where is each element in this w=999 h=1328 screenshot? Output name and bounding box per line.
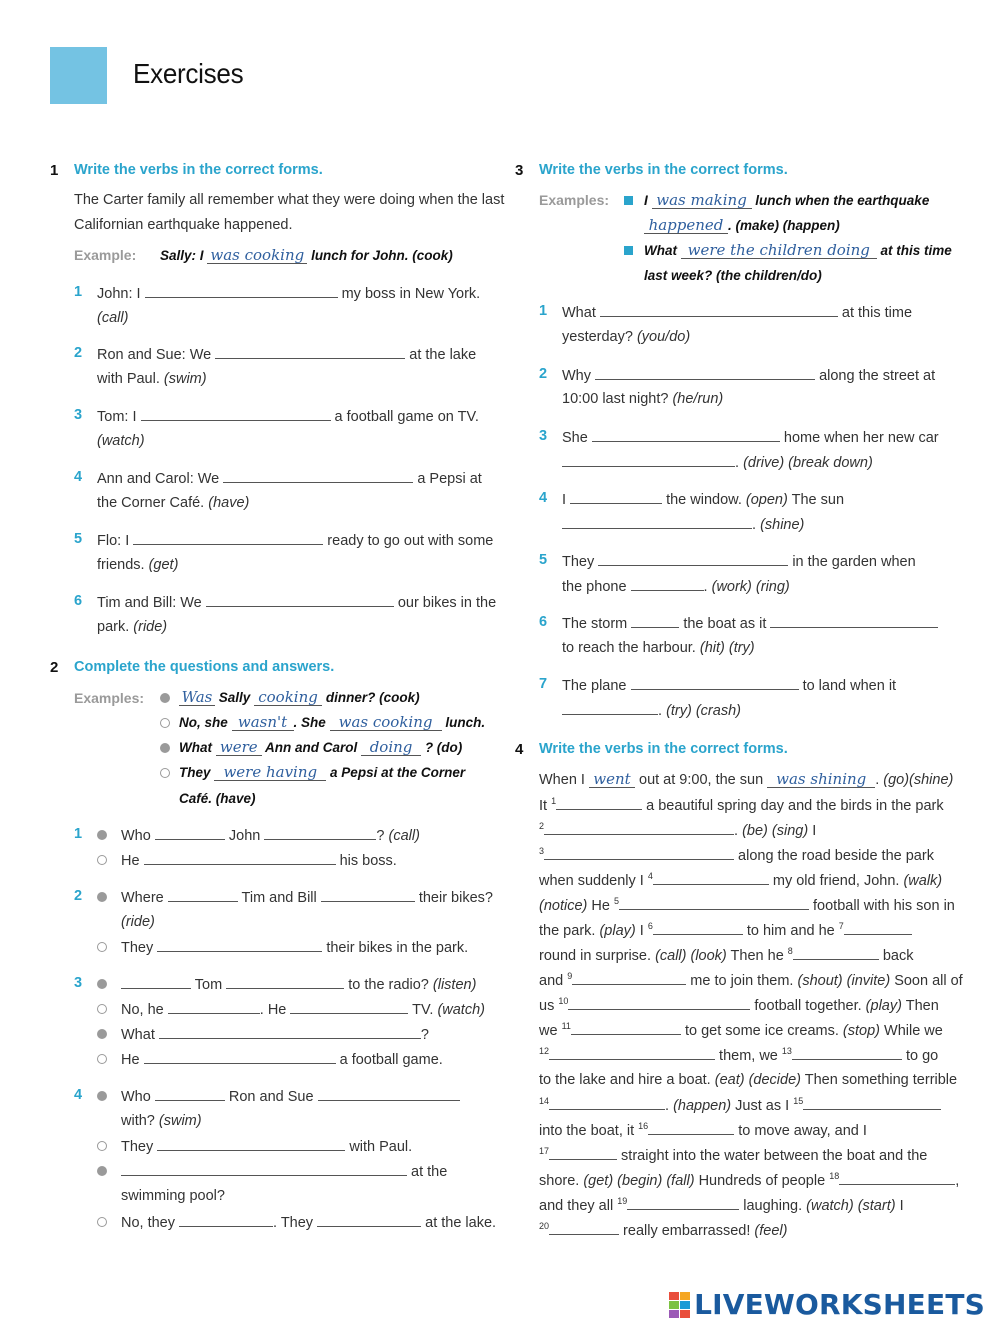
answer-blank[interactable] — [648, 1120, 734, 1135]
question-dot-icon — [97, 892, 107, 902]
answer-blank[interactable] — [223, 468, 413, 483]
s1-item-4-line2: the Corner Café. (have) — [97, 495, 250, 511]
answer-blank[interactable] — [264, 825, 376, 840]
s4-line-9: and $^9$ me to join them. (shout) (invite) Soon all of — [539, 971, 963, 989]
s3-item-1-line2: yesterday? (you/do) — [562, 329, 691, 345]
s2-item-3-answer: No, he . He TV. (watch) — [121, 999, 485, 1020]
answer-blank[interactable] — [598, 551, 788, 566]
s2-item-4-hint: with? (swim) — [121, 1113, 202, 1129]
answer-blank[interactable] — [318, 1086, 460, 1101]
s2-item-2-answer: They their bikes in the park. — [121, 937, 468, 958]
s4-line-5: when suddenly I $^4$ my old friend, John. (walk) — [539, 871, 943, 889]
item-number: 4 — [74, 469, 83, 485]
s2-item-4-question2-cont: swimming pool? — [121, 1188, 225, 1204]
section-4-number: 4 — [515, 741, 524, 758]
answer-blank[interactable] — [290, 999, 408, 1014]
s3-item-5-line2: the phone . (work) (ring) — [562, 576, 790, 597]
answer-blank[interactable] — [144, 1049, 336, 1064]
answer-blank[interactable] — [572, 970, 686, 985]
s2-example-line5: Café. (have) — [179, 791, 256, 806]
question-dot-icon — [160, 693, 170, 703]
s4-line-14: $^{14}$ . (happen) Just as I $^{15}$ — [539, 1095, 941, 1116]
section-3-number: 3 — [515, 162, 524, 179]
question-dot-icon — [97, 1091, 107, 1101]
answer-ring-icon — [97, 1004, 107, 1014]
item-number: 3 — [539, 428, 548, 444]
item-number: 3 — [74, 975, 83, 991]
s3-item-7-line2: . (try) (crash) — [562, 700, 741, 721]
s2-item-2-hint: (ride) — [121, 914, 155, 930]
answer-blank[interactable] — [544, 820, 734, 835]
item-number: 2 — [74, 888, 83, 904]
answer-ring-icon — [160, 718, 170, 728]
s3-item-4-line1: I the window. (open) The sun — [562, 489, 844, 510]
s1-item-3-line1: Tom: I a football game on TV. — [97, 406, 479, 427]
s1-item-5-line1: Flo: I ready to go out with some — [97, 530, 493, 551]
item-number: 1 — [539, 303, 548, 319]
s3-example-line4: last week? (the children/do) — [644, 268, 822, 283]
answer-ring-icon — [160, 768, 170, 778]
item-number: 4 — [74, 1087, 83, 1103]
s4-line-6: (notice) He $^5$ football with his son in — [539, 896, 955, 914]
s3-example-line1: I was making lunch when the earthquake — [644, 191, 930, 209]
logo-block — [680, 1301, 690, 1309]
s3-item-7-line1: The plane to land when it — [562, 675, 896, 696]
s2-item-1-question: Who John ? (call) — [121, 825, 420, 846]
section-1-number: 1 — [50, 162, 59, 179]
section-1-intro-line2: Californian earthquake happened. — [74, 217, 293, 233]
s1-item-5-line2: friends. (get) — [97, 557, 179, 573]
answer-blank[interactable] — [121, 1161, 407, 1176]
answer-blank[interactable] — [159, 1024, 421, 1039]
answer-blank[interactable] — [631, 613, 679, 628]
s3-item-6-line1: The storm the boat as it — [562, 613, 938, 634]
s3-example-line3: What were the children doing at this time — [644, 241, 952, 259]
bullet-square-icon — [624, 196, 633, 205]
answer-blank[interactable] — [568, 995, 750, 1010]
item-number: 4 — [539, 490, 548, 506]
logo-block — [680, 1310, 690, 1318]
answer-ring-icon — [97, 1217, 107, 1227]
s4-line-13: to the lake and hire a boat. (eat) (decide) Then something terrible — [539, 1072, 958, 1088]
answer-blank[interactable] — [793, 945, 879, 960]
answer-blank[interactable] — [549, 1220, 619, 1235]
answer-ring-icon — [97, 1054, 107, 1064]
item-number: 6 — [74, 593, 83, 609]
s4-line-8: round in surprise. (call) (look) Then he $^8$ back — [539, 946, 914, 964]
answer-blank[interactable] — [770, 613, 938, 628]
answer-blank[interactable] — [562, 700, 658, 715]
answer-blank[interactable] — [839, 1170, 955, 1185]
s1-item-1-line1: John: I my boss in New York. — [97, 283, 480, 304]
bullet-square-icon — [624, 246, 633, 255]
answer-blank[interactable] — [544, 845, 734, 860]
answer-ring-icon — [97, 1141, 107, 1151]
s2-item-2-question: Where Tim and Bill their bikes? — [121, 887, 493, 908]
item-number: 1 — [74, 284, 83, 300]
s4-line-11: we $^{11}$ to get some ice creams. (stop) While we — [539, 1021, 943, 1039]
answer-blank[interactable] — [600, 302, 838, 317]
s2-item-4-answer2: No, they . They at the lake. — [121, 1212, 496, 1233]
answer-blank[interactable] — [157, 1136, 345, 1151]
s3-item-2-line1: Why along the street at — [562, 365, 935, 386]
s1-item-4-line1: Ann and Carol: We a Pepsi at — [97, 468, 482, 489]
s2-item-3-question: Tom to the radio? (listen) — [121, 974, 476, 995]
question-dot-icon — [97, 1029, 107, 1039]
s4-line-15: into the boat, it $^{16}$ to move away, and I — [539, 1121, 867, 1139]
answer-blank[interactable] — [595, 365, 815, 380]
answer-blank[interactable] — [155, 825, 225, 840]
answer-blank[interactable] — [562, 452, 735, 467]
logo-block — [680, 1292, 690, 1300]
example-text: Sally: I — [160, 248, 204, 263]
s4-line-19: $^{20}$ really embarrassed! (feel) — [539, 1221, 788, 1239]
answer-blank[interactable] — [317, 1212, 421, 1227]
s4-line-17: shore. (get) (begin) (fall) Hundreds of people $^{18}$ , — [539, 1171, 960, 1189]
answer-blank[interactable] — [121, 974, 191, 989]
answer-blank[interactable] — [592, 427, 780, 442]
s2-item-4-answer: They with Paul. — [121, 1136, 412, 1157]
logo-block — [669, 1301, 679, 1309]
s2-example-line4: They were having a Pepsi at the Corner — [179, 763, 466, 781]
item-number: 2 — [539, 366, 548, 382]
answer-blank[interactable] — [653, 920, 743, 935]
answer-blank[interactable] — [206, 592, 394, 607]
answer-blank[interactable] — [631, 675, 799, 690]
section-1-example — [160, 246, 453, 266]
answer-blank[interactable] — [144, 850, 336, 865]
section-1-intro-line1: The Carter family all remember what they were doing when the last — [74, 192, 505, 208]
logo-block — [669, 1292, 679, 1300]
answer-blank[interactable] — [549, 1095, 665, 1110]
s1-item-2-line1: Ron and Sue: We at the lake — [97, 344, 476, 365]
answer-blank[interactable] — [215, 344, 405, 359]
section-1-heading: Write the verbs in the correct forms. — [74, 162, 323, 178]
answer-ring-icon — [97, 942, 107, 952]
item-number: 2 — [74, 345, 83, 361]
section-2-example-label: Examples: — [74, 690, 145, 706]
answer-blank[interactable] — [844, 920, 912, 935]
answer-blank[interactable] — [556, 795, 642, 810]
s2-item-4-question: Who Ron and Sue — [121, 1086, 460, 1107]
answer-blank[interactable] — [179, 1212, 273, 1227]
answer-blank[interactable] — [570, 489, 662, 504]
page-title: Exercises — [133, 58, 244, 89]
answer-blank[interactable] — [571, 1020, 681, 1035]
s2-item-1-answer: He his boss. — [121, 850, 397, 871]
s3-example-line2: happened . (make) (happen) — [644, 216, 840, 236]
liveworksheets-logo[interactable] — [669, 1288, 985, 1321]
answer-blank[interactable] — [168, 887, 238, 902]
s3-item-4-line2: . (shine) — [562, 514, 804, 535]
s4-line-16: $^{17}$ straight into the water between the boat and the — [539, 1146, 928, 1164]
item-number: 6 — [539, 614, 548, 630]
answer-blank[interactable] — [141, 406, 331, 421]
answer-blank[interactable] — [803, 1095, 941, 1110]
s1-item-6-line1: Tim and Bill: We our bikes in the — [97, 592, 496, 613]
section-4-heading: Write the verbs in the correct forms. — [539, 741, 788, 757]
example-text: lunch for John. (cook) — [311, 248, 453, 263]
item-number: 3 — [74, 407, 83, 423]
answer-blank[interactable] — [549, 1045, 715, 1060]
s4-line-4: $^3$ along the road beside the park — [539, 846, 934, 864]
example-answer: was cooking — [207, 247, 307, 264]
answer-blank[interactable] — [157, 937, 322, 952]
s4-line-7: the park. (play) I $^6$ to him and he $^7$ — [539, 920, 912, 941]
s1-item-1-line2: (call) — [97, 310, 129, 326]
answer-blank[interactable] — [549, 1145, 617, 1160]
item-number: 5 — [74, 531, 83, 547]
section-3-heading: Write the verbs in the correct forms. — [539, 162, 788, 178]
header-square — [50, 47, 107, 104]
answer-blank[interactable] — [321, 887, 415, 902]
s3-item-1-line1: What at this time — [562, 302, 912, 323]
s2-example-line2: No, she wasn't . She was cooking lunch. — [179, 713, 486, 731]
logo-mark-icon — [669, 1292, 690, 1318]
s4-line-1: When I went out at 9:00, the sun was shining . (go)(shine) — [539, 770, 954, 788]
s3-item-5-line1: They in the garden when — [562, 551, 916, 572]
s2-example-line1: Was Sally cooking dinner? (cook) — [179, 688, 420, 708]
s3-item-3-line1: She home when her new car — [562, 427, 939, 448]
s2-item-3-question2: What ? — [121, 1024, 429, 1045]
s3-item-3-line2: . (drive) (break down) — [562, 452, 873, 473]
s4-line-18: and they all $^{19}$ laughing. (watch) (start) I — [539, 1196, 904, 1214]
logo-block — [669, 1310, 679, 1318]
s4-line-3: $^2$ . (be) (sing) I — [539, 821, 817, 839]
s2-item-4-question2: at the — [121, 1161, 447, 1182]
s1-item-6-line2: park. (ride) — [97, 619, 168, 635]
answer-blank[interactable] — [792, 1045, 902, 1060]
s4-line-2: It $^1$ a beautiful spring day and the birds in the park — [539, 796, 944, 814]
logo-text: LIVEWORKSHEETS — [694, 1288, 985, 1321]
answer-blank[interactable] — [155, 1086, 225, 1101]
question-dot-icon — [160, 743, 170, 753]
question-dot-icon — [97, 830, 107, 840]
answer-blank[interactable] — [133, 530, 323, 545]
answer-blank[interactable] — [168, 999, 260, 1014]
question-dot-icon — [97, 979, 107, 989]
answer-blank[interactable] — [627, 1195, 739, 1210]
s3-item-6-line2: to reach the harbour. (hit) (try) — [562, 640, 755, 656]
section-1-example-label: Example: — [74, 247, 137, 263]
question-dot-icon — [97, 1166, 107, 1176]
answer-blank[interactable] — [631, 576, 704, 591]
item-number: 7 — [539, 676, 548, 692]
s1-item-2-line2: with Paul. (swim) — [97, 371, 207, 387]
answer-blank[interactable] — [145, 283, 338, 298]
answer-blank[interactable] — [226, 974, 344, 989]
section-2-heading: Complete the questions and answers. — [74, 659, 335, 675]
s4-line-10: us $^{10}$ football together. (play) Then — [539, 996, 939, 1014]
answer-ring-icon — [97, 855, 107, 865]
section-3-example-label: Examples: — [539, 192, 610, 208]
s1-item-3-line2: (watch) — [97, 433, 145, 449]
item-number: 5 — [539, 552, 548, 568]
s2-example-line3: What were Ann and Carol doing ? (do) — [179, 738, 463, 756]
item-number: 1 — [74, 826, 83, 842]
answer-blank[interactable] — [653, 870, 769, 885]
s4-line-12: $^{12}$ them, we $^{13}$ to go — [539, 1046, 939, 1064]
section-2-number: 2 — [50, 659, 59, 676]
answer-blank[interactable] — [562, 514, 752, 529]
s2-item-3-answer2: He a football game. — [121, 1049, 443, 1070]
s3-item-2-line2: 10:00 last night? (he/run) — [562, 391, 724, 407]
answer-blank[interactable] — [619, 895, 809, 910]
